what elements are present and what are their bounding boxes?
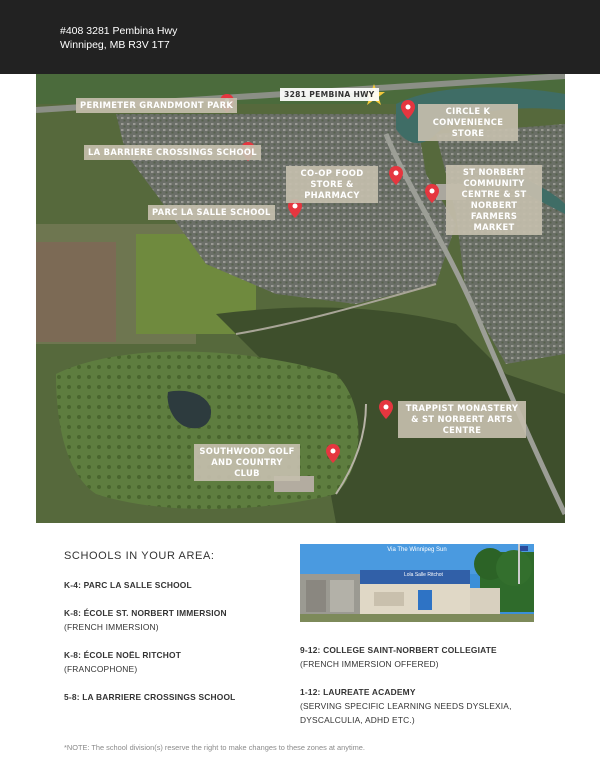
place-label-southwood-golf: SOUTHWOOD GOLF AND COUNTRY CLUB [194, 444, 300, 481]
school-building-image [300, 544, 534, 622]
address-line-1: #408 3281 Pembina Hwy [60, 25, 178, 37]
address-line-2: Winnipeg, MB R3V 1T7 [60, 39, 170, 51]
property-address [60, 24, 177, 52]
place-label-perimeter-grandmont-park: PERIMETER GRANDMONT PARK [76, 98, 237, 113]
school-name: 9-12: COLLEGE SAINT-NORBERT COLLEGIATE [300, 645, 497, 655]
school-note: (FRENCH IMMERSION OFFERED) [300, 659, 439, 669]
place-label-parc-la-salle-school: PARC LA SALLE SCHOOL [148, 205, 275, 220]
place-label-circle-k: CIRCLE K CONVENIENCE STORE [418, 104, 518, 141]
school-sign: Lola Salle Ritchot [404, 572, 443, 578]
place-label-st-norbert-community-centre: ST NORBERT COMMUNITY CENTRE & ST NORBERT FARMERS MARKET [446, 165, 542, 235]
property-label: 3281 PEMBINA HWY [280, 88, 379, 101]
schools-section-title: SCHOOLS IN YOUR AREA: [64, 550, 215, 562]
school-entry [64, 578, 192, 592]
school-name: K-8: ÉCOLE ST. NORBERT IMMERSION [64, 608, 227, 618]
school-note: (FRANCOPHONE) [64, 664, 138, 674]
footer-note: *NOTE: The school division(s) reserve the right to make changes to these zones at anytime. [64, 743, 365, 752]
school-entry [64, 606, 227, 634]
map-pin-icon[interactable] [401, 100, 415, 119]
map-pin-icon[interactable] [425, 184, 439, 203]
school-name: 5-8: LA BARRIERE CROSSINGS SCHOOL [64, 692, 236, 702]
photo-credit: Via The Winnipeg Sun [387, 547, 447, 553]
school-entry [300, 643, 497, 671]
map-pin-icon[interactable] [389, 166, 403, 185]
school-name: K-4: PARC LA SALLE SCHOOL [64, 580, 192, 590]
school-entry [64, 690, 235, 704]
map-pin-icon[interactable] [379, 400, 393, 419]
school-note: (SERVING SPECIFIC LEARNING NEEDS DYSLEXIA, DYSCALCULIA, ADHD ETC.) [300, 701, 512, 725]
school-name: 1-12: LAUREATE ACADEMY [300, 687, 416, 697]
school-note: (FRENCH IMMERSION) [64, 622, 159, 632]
area-map[interactable] [36, 74, 565, 523]
place-label-trappist-monastery: TRAPPIST MONASTERY & ST NORBERT ARTS CENTRE [398, 401, 526, 438]
school-entry [64, 648, 181, 676]
satellite-background [36, 74, 565, 523]
school-photo [300, 544, 534, 622]
school-name: K-8: ÉCOLE NOËL RITCHOT [64, 650, 182, 660]
place-label-la-barriere-crossings-school: LA BARRIERE CROSSINGS SCHOOL [84, 145, 261, 160]
map-pin-icon[interactable] [326, 444, 340, 463]
place-label-co-op-food-store: CO-OP FOOD STORE & PHARMACY [286, 166, 378, 203]
page-header [0, 0, 600, 74]
school-entry [300, 685, 540, 727]
